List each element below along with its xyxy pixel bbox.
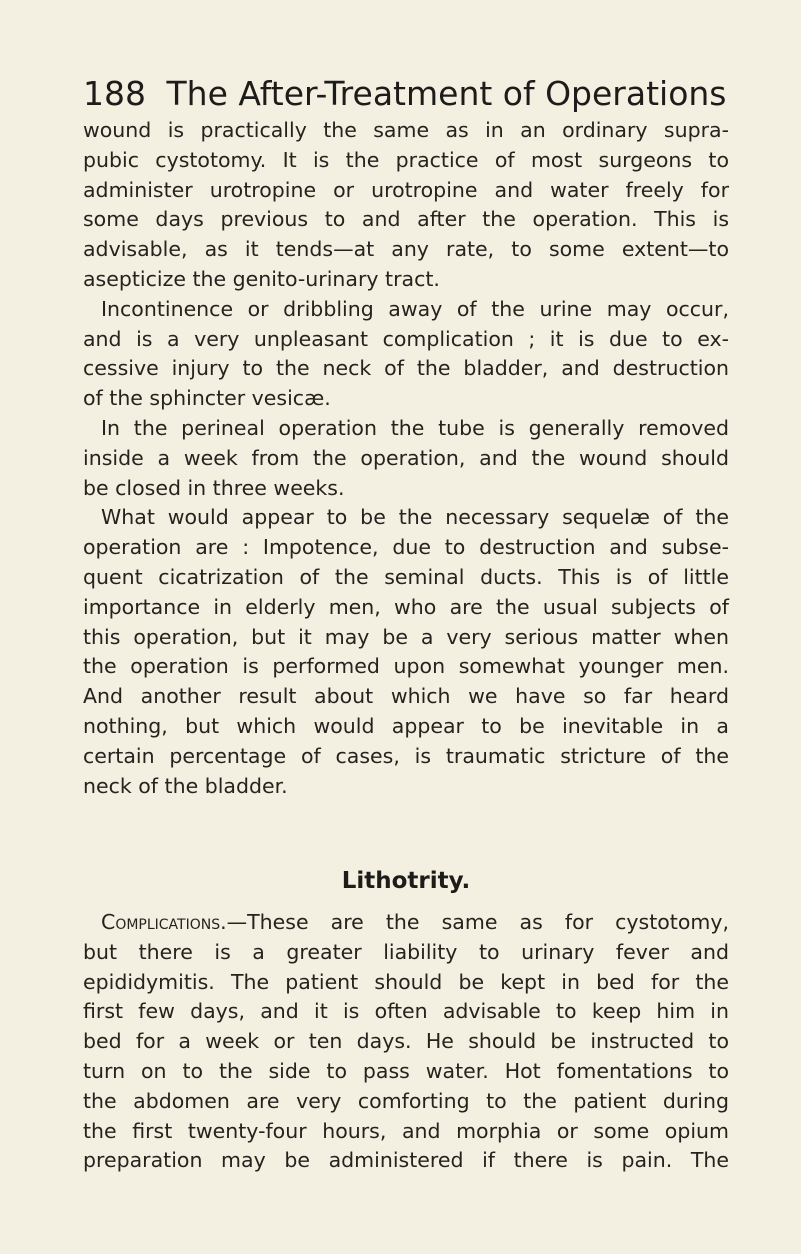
text-line: the abdomen are very comforting to the patient during: [83, 1088, 729, 1113]
text-line: operation are : Impotence, due to destruction and subse-: [83, 535, 729, 560]
text-line: And another result about which we have so far heard: [83, 684, 729, 709]
text-line: this operation, but it may be a very serious matter when: [83, 624, 729, 649]
text-line: pubic cystotomy. It is the practice of most surgeons to: [83, 147, 729, 172]
text-line: of the sphincter vesicæ.: [83, 386, 331, 411]
text-line: Incontinence or dribbling away of the urine may occur,: [101, 296, 729, 321]
text-line: quent cicatrization of the seminal ducts. This is of little: [83, 564, 729, 589]
text-line: but there is a greater liability to urinary fever and: [83, 939, 729, 964]
text-line: bed for a week or ten days. He should be instructed to: [83, 1029, 729, 1054]
text-line: wound is practically the same as in an ordinary supra-: [83, 118, 729, 142]
text-line: In the perineal operation the tube is generally removed: [101, 415, 729, 440]
text-line: certain percentage of cases, is traumatic stricture of the: [83, 743, 729, 768]
text-line: nothing, but which would appear to be inevitable in a: [83, 713, 729, 738]
text-line: the operation is performed upon somewhat younger men.: [83, 654, 729, 679]
text-line: administer urotropine or urotropine and water freely for: [83, 177, 729, 202]
text-block-after: [83, 908, 729, 1176]
page-number: 188: [83, 74, 146, 113]
text-line: first few days, and it is often advisable to keep him in: [83, 999, 729, 1024]
text-line: epididymitis. The patient should be kept in bed for the: [83, 969, 729, 994]
text-line: asepticize the genito-urinary tract.: [83, 266, 440, 291]
text-block-before: [83, 116, 729, 801]
text-line: the first twenty-four hours, and morphia or some opium: [83, 1118, 729, 1143]
text-line: advisable, as it tends—at any rate, to some extent—to: [83, 237, 729, 262]
text-line: importance in elderly men, who are the usual subjects of: [83, 594, 729, 619]
text-line: turn on to the side to pass water. Hot fomentations to: [83, 1058, 729, 1083]
text-line: some days previous to and after the operation. This is: [83, 207, 729, 232]
text-line: inside a week from the operation, and the wound should: [83, 445, 729, 470]
text-line: and is a very unpleasant complication ; it is due to ex-: [83, 326, 729, 351]
lead-in-smallcaps: Complications.: [101, 910, 227, 934]
text-line: be closed in three weeks.: [83, 475, 345, 500]
text-line: What would appear to be the necessary sequelæ of the: [101, 505, 729, 530]
text-line: neck of the bladder.: [83, 773, 288, 798]
text-line: cessive injury to the neck of the bladder, and destruction: [83, 356, 729, 381]
text-line: [83, 908, 729, 938]
running-title: The After-Treatment of Operations: [166, 74, 727, 113]
running-head: [83, 72, 727, 116]
text-line: preparation may be administered if there is pain. The: [83, 1148, 729, 1173]
section-heading: Lithotrity.: [341, 868, 471, 894]
lead-in-rest: —These are the same as for cystotomy,: [226, 910, 729, 934]
